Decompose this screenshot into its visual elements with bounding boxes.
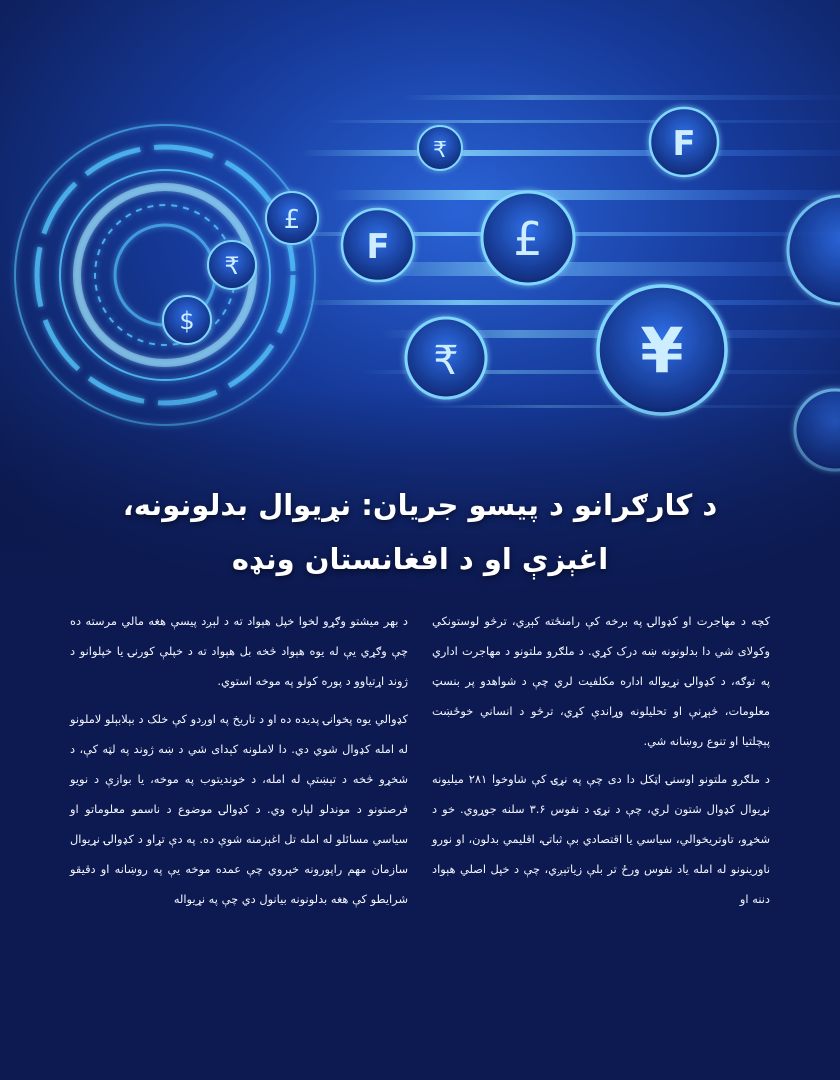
article-title <box>40 478 800 586</box>
column-left <box>432 606 770 922</box>
article-body <box>70 606 770 922</box>
paragraph: کډوالي یوه پخوانۍ پدیده ده او د تاریخ په اوږدو کې خلک د بېلابېلو لاملونو له امله کډوال شوي دي. دا لاملونه کېدای شي د ښه ژوند په لټه کې، د شخړو څخه د تېښتې له امله، د خوندیتوب په موخه، یا بوازې د نویو فرصتونو د موندلو لپاره وي. د کډوالۍ موضوع د ناسمو معلوماتو او سیاسي مسائلو له امله تل اغېزمنه شوې ده. په دې تړاو د کډوالۍ نړیوال سازمان مهم راپورونه خپروي چې عمده موخه یې په روښانه او دقیقو شرایطو کې هغه بدلونونه بیانول دي چې په نړیواله <box>70 712 408 906</box>
paragraph: کچه د مهاجرت او کډوالۍ په برخه کې رامنځته کېږي، ترڅو لوستونکي وکولای شي دا بدلونونه ښه درک کړي. د ملګرو ملتونو د مهاجرت اداري په توګه، د کډوالۍ نړیواله اداره مکلفیت لري چې د شواهدو پر بنسټ معلومات، څېړنې او تحلیلونه وړاندې کړي، ترڅو د انساني خوځښت پېچلتیا او تنوع روښانه شي. <box>432 614 770 748</box>
paragraph: د ملګرو ملتونو اوسنۍ اټکل دا دی چې په نړۍ کې شاوخوا ۲۸۱ میلیونه نړیوال کډوال شتون لري، چې د نړۍ د نفوس ۳.۶ سلنه جوړوي. خو د شخړو، تاوتریخوالي، سیاسي یا اقتصادي بې ثباتۍ، اقلیمي بدلون، او نورو ناورینونو له امله یاد نفوس ورځ تر بلې زیاتېږي، چې د خپل اصلي هېواد دننه او <box>432 772 771 906</box>
paragraph: د بهر میشتو وګړو لخوا خپل هېواد ته د لېږد پیسې هغه مالي مرسته ده چې وګړي یې له یوه هېواد څخه بل هېواد ته د خپلې کورنۍ یا خپلوانو د ژوند اړتیاوو د پوره کولو په موخه استوي. <box>70 614 408 688</box>
title-line-2: اغېزې او د افغانستان ونډه <box>231 542 609 576</box>
column-right <box>70 606 408 922</box>
title-line-1: د کارګرانو د پیسو جریان: نړیوال بدلونونه، <box>122 488 718 522</box>
